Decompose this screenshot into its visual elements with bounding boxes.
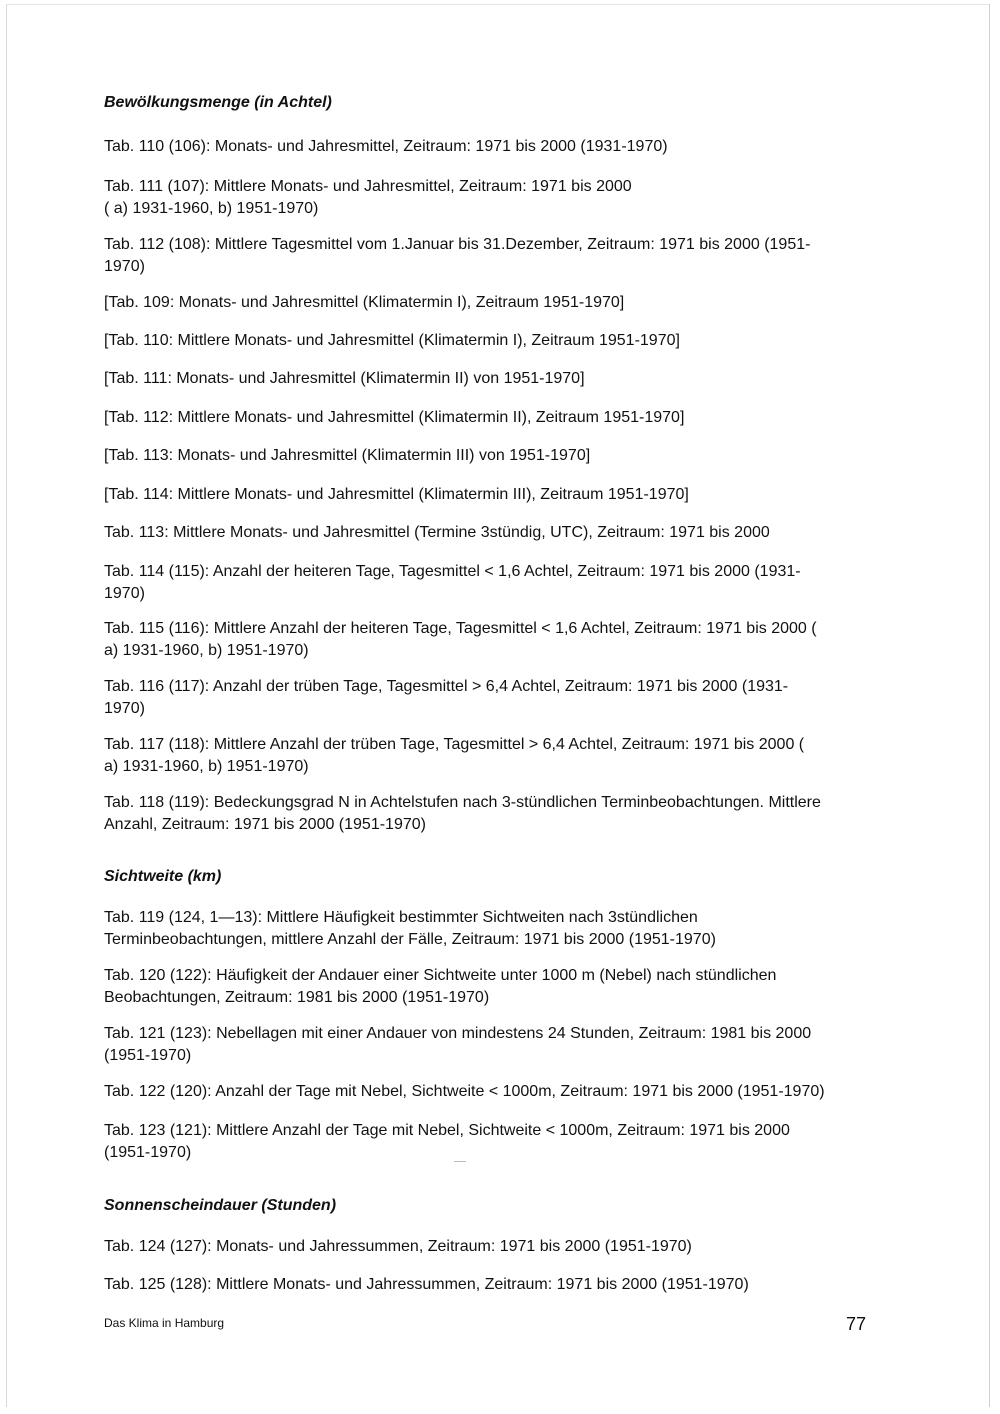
page-number: 77 xyxy=(846,1314,867,1334)
footer-title: Das Klima in Hamburg xyxy=(104,1316,225,1330)
list-item: [Tab. 114: Mittlere Monats- und Jahresmittel (Klimatermin III), Zeitraum 1951-1970] xyxy=(104,486,689,503)
list-item: Tab. 115 (116): Mittlere Anzahl der heiteren Tage, Tagesmittel < 1,6 Achtel, Zeitraum: 1971 bis 2000 ( a) 1931-1960, b) 1951-1970) xyxy=(104,620,817,659)
section-heading-sonnenschein: Sonnenscheindauer (Stunden) xyxy=(104,1197,337,1214)
list-item: Tab. 122 (120): Anzahl der Tage mit Nebel, Sichtweite < 1000m, Zeitraum: 1971 bis 2000 (1951-1970) xyxy=(104,1083,825,1100)
list-item: [Tab. 111: Monats- und Jahresmittel (Klimatermin II) von 1951-1970] xyxy=(104,370,585,387)
scan-artifact-dash xyxy=(454,1161,466,1162)
list-item: Tab. 114 (115): Anzahl der heiteren Tage, Tagesmittel < 1,6 Achtel, Zeitraum: 1971 bis 2000 (1931- 1970) xyxy=(104,563,801,602)
list-item: [Tab. 113: Monats- und Jahresmittel (Klimatermin III) von 1951-1970] xyxy=(104,447,591,464)
list-item: Tab. 120 (122): Häufigkeit der Andauer einer Sichtweite unter 1000 m (Nebel) nach stündlichen Beobachtungen, Zeitraum: 1981 bis 2000 (1951-1970) xyxy=(104,967,777,1006)
section-heading-bewoelkung: Bewölkungsmenge (in Achtel) xyxy=(104,94,332,111)
list-item: Tab. 116 (117): Anzahl der trüben Tage, Tagesmittel > 6,4 Achtel, Zeitraum: 1971 bis 2000 (1931- 1970) xyxy=(104,678,789,717)
list-item: Tab. 113: Mittlere Monats- und Jahresmittel (Termine 3stündig, UTC), Zeitraum: 1971 bis 2000 xyxy=(104,524,770,541)
list-item: Tab. 117 (118): Mittlere Anzahl der trüben Tage, Tagesmittel > 6,4 Achtel, Zeitraum: 1971 bis 2000 ( a) 1931-1960, b) 1951-1970) xyxy=(104,736,805,775)
list-item: Tab. 118 (119): Bedeckungsgrad N in Achtelstufen nach 3-stündlichen Terminbeobachtungen. Mittlere Anzahl, Zeitraum: 1971 bis 2000 (1951-1970) xyxy=(104,794,821,833)
list-item: [Tab. 110: Mittlere Monats- und Jahresmittel (Klimatermin I), Zeitraum 1951-1970] xyxy=(104,332,680,349)
list-item: [Tab. 112: Mittlere Monats- und Jahresmittel (Klimatermin II), Zeitraum 1951-1970] xyxy=(104,409,685,426)
list-item: Tab. 119 (124, 1—13): Mittlere Häufigkeit bestimmter Sichtweiten nach 3stündlichen Terminbeobachtungen, mittlere Anzahl der Fälle, Zeitraum: 1971 bis 2000 (1951-1970) xyxy=(104,909,716,948)
list-item: Tab. 110 (106): Monats- und Jahresmittel, Zeitraum: 1971 bis 2000 (1931-1970) xyxy=(104,138,668,155)
section-heading-sichtweite: Sichtweite (km) xyxy=(104,868,222,885)
list-item: Tab. 123 (121): Mittlere Anzahl der Tage mit Nebel, Sichtweite < 1000m, Zeitraum: 1971 bis 2000 (1951-1970) xyxy=(104,1122,790,1161)
list-item: [Tab. 109: Monats- und Jahresmittel (Klimatermin I), Zeitraum 1951-1970] xyxy=(104,294,625,311)
list-item: Tab. 121 (123): Nebellagen mit einer Andauer von mindestens 24 Stunden, Zeitraum: 1981 bis 2000 (1951-1970) xyxy=(104,1025,812,1064)
list-item: Tab. 125 (128): Mittlere Monats- und Jahressummen, Zeitraum: 1971 bis 2000 (1951-1970) xyxy=(104,1276,749,1293)
list-item: Tab. 112 (108): Mittlere Tagesmittel vom 1.Januar bis 31.Dezember, Zeitraum: 1971 bis 2000 (1951- 1970) xyxy=(104,236,811,275)
list-item: Tab. 111 (107): Mittlere Monats- und Jahresmittel, Zeitraum: 1971 bis 2000 ( a) 1931-1960, b) 1951-1970) xyxy=(104,178,632,217)
list-item: Tab. 124 (127): Monats- und Jahressummen, Zeitraum: 1971 bis 2000 (1951-1970) xyxy=(104,1238,692,1255)
